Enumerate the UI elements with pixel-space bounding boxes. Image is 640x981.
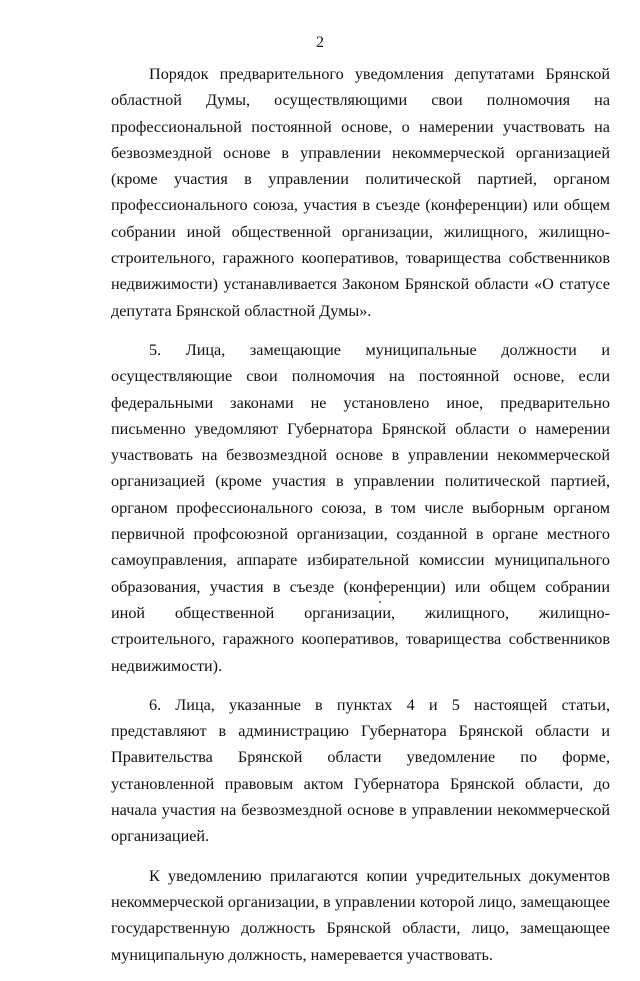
paragraph-item-6: 6. Лица, указанные в пунктах 4 и 5 настоящей статьи, представляют в администрацию Губернатора Брянской области и Правительства Брянской области уведомление по форме, установленной правовым актом Губернатора Брянской области, до начала участия на безвозмездной основе в управлении некоммерческой организацией. — [111, 695, 610, 846]
paragraph-notification-procedure-deputies: Порядок предварительного уведомления депутатами Брянской областной Думы, осуществляющими свои полномочия на профессиональной постоянной основе, о намерении участвовать на безвозмездной основе в управлении некоммерческой организацией (кроме участия в управлении политической партией, органом профессионального союза, участия в съезде (конференции) или общем собрании иной общественной организации, жилищного, жилищно-строительного, гаражного кооперативов, товарищества собственников недвижимости) устанавливается Законом Брянской области «О статусе депутата Брянской областной Думы». — [111, 65, 610, 320]
document-body — [111, 61, 610, 981]
page-number: 2 — [316, 34, 324, 51]
scan-speck — [379, 601, 381, 603]
paragraph-attachments: К уведомлению прилагаются копии учредительных документов некоммерческой организации, в управлении которой лицо, замещающее государственную должность Брянской области, лицо, замещающее муниципальную должность, намеревается участвовать. — [111, 866, 610, 964]
paragraph-item-5: 5. Лица, замещающие муниципальные должности и осуществляющие свои полномочия на постоянной основе, если федеральными законами не установлено иное, предварительно письменно уведомляют Губернатора Брянской области о намерении участвовать на безвозмездной основе в управлении некоммерческой организацией (кроме участия в управлении политической партией, органом профессионального союза, в том числе выборным органом первичной профсоюзной организации, созданной в органе местного самоуправления, аппарате избирательной комиссии муниципального образования, участия в съезде (конференции) или общем собрании иной общественной организации, жилищного, жилищно-строительного, гаражного кооперативов, товарищества собственников недвижимости). — [111, 340, 610, 675]
